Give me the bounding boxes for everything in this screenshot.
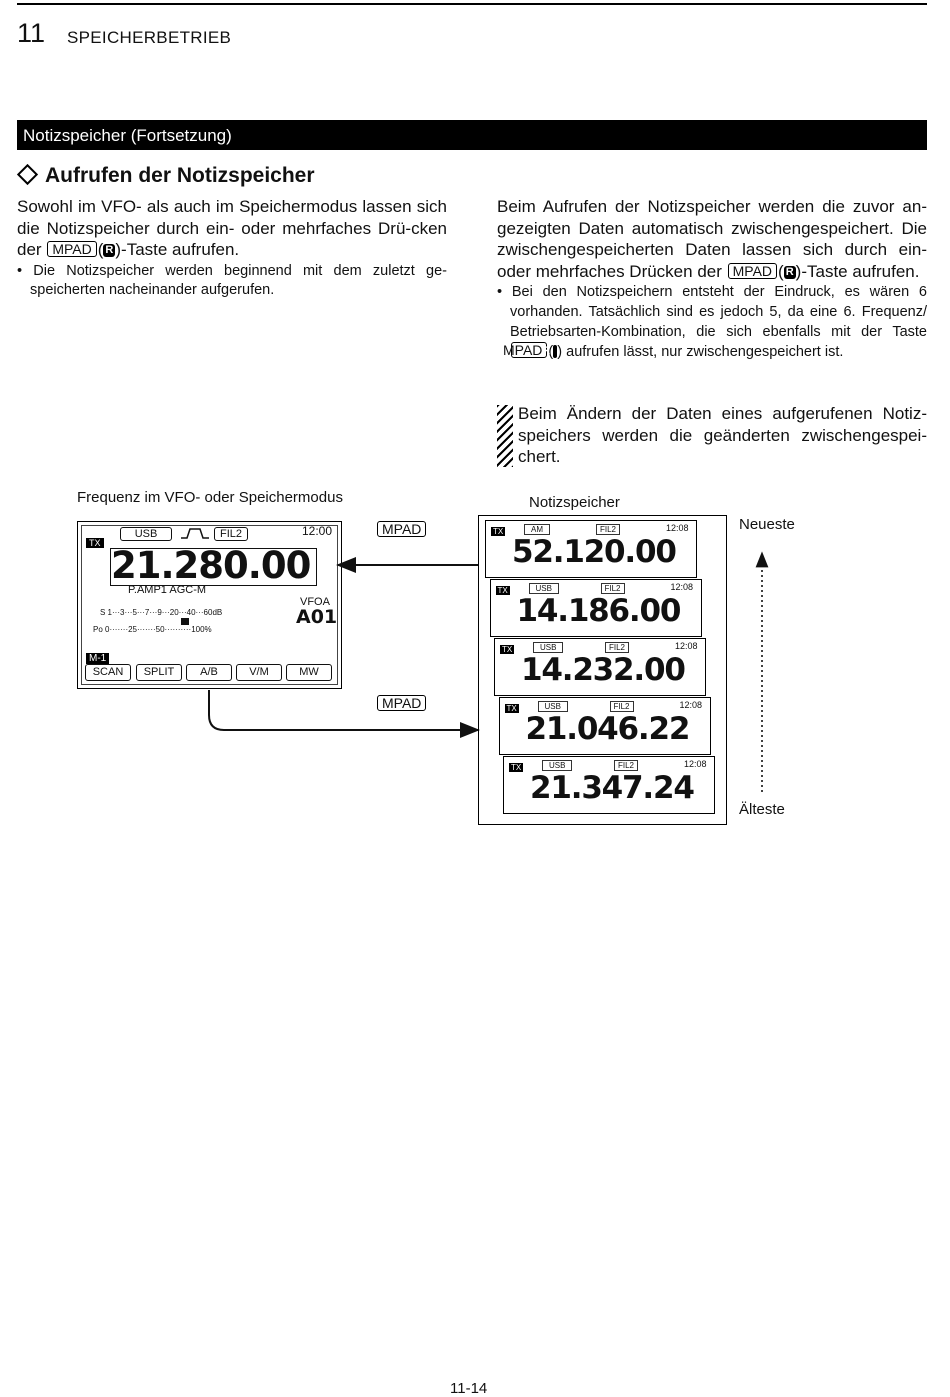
main-frequency: 21.280.00	[111, 544, 311, 587]
note-text: Beim Ändern der Daten eines aufgerufenen Notiz-speichers werden die geänderten zwischengespei-chert.	[518, 404, 927, 467]
memo-mode: USB	[542, 760, 572, 771]
section-title: Notizspeicher (Fortsetzung)	[23, 126, 232, 145]
oldest-label: Älteste	[739, 801, 785, 818]
right-bullet-text: • Bei den Notizspeichern entsteht der Eindruck, es wären 6 vorhanden. Tatsächlich sind es jedoch 5, da eine 6. Frequenz/ Betriebsarten-Kombination, die sich ebenfalls mit der Taste	[497, 284, 927, 340]
memo-mode: USB	[529, 583, 559, 594]
memo-time: 12:08	[684, 759, 707, 769]
chapter-number: 11	[17, 18, 46, 48]
r-key-badge: R	[785, 265, 794, 278]
filter-box: FIL2	[214, 527, 248, 541]
newest-label: Neueste	[739, 516, 795, 533]
clock: 12:00	[302, 524, 333, 538]
store-arrow	[209, 690, 478, 730]
mpad-key: MPAD	[728, 263, 777, 279]
memo-filter: FIL2	[605, 642, 629, 653]
memory-indicator: M-1	[86, 653, 109, 664]
right-paragraph: Beim Aufrufen der Notizspeicher werden die zuvor an-gezeigten Daten automatisch zwischengespeichert. Die zwischengespeicherten Daten lassen sich durch ein- oder mehrfaches Drücken der MPAD ( R )-Taste aufrufen.	[497, 197, 927, 281]
left-para-text-b: -Taste aufrufen.	[121, 240, 240, 260]
tx-indicator: TX	[506, 704, 517, 713]
memo-time: 12:08	[670, 582, 694, 592]
left-bullet: • Die Notizspeicher werden beginnend mit dem zuletzt ge-speicherten nacheinander aufgerufen.	[17, 262, 447, 299]
left-para-text: Sowohl im VFO- als auch im Speichermodus lassen sich die Notizspeicher durch ein- oder mehrfaches Drü-cken der	[17, 197, 447, 260]
tx-indicator: TX	[493, 527, 504, 536]
s-meter-scale: S 1···3···5···7···9···20···40···60dB	[100, 608, 223, 617]
mode-box: USB	[120, 527, 172, 541]
mpad-key-bottom: MPAD	[377, 695, 426, 711]
memo-entry	[494, 638, 706, 696]
mpad-key: MPAD	[511, 342, 547, 358]
memo-entry	[485, 520, 697, 578]
right-bullet: • Bei den Notizspeichern entsteht der Eindruck, es wären 6 vorhanden. Tatsächlich sind es jedoch 5, da eine 6. Frequenz/ Betriebsarten-Kombination, die sich ebenfalls mit der Taste MPAD (R ) aufrufen lässt, nur zwischengespeichert ist.	[497, 284, 927, 361]
memo-entry	[503, 756, 715, 814]
left-paragraph: Sowohl im VFO- als auch im Speichermodus lassen sich die Notizspeicher durch ein- oder mehrfaches Drü-cken der MPAD ( R )-Taste aufrufen.	[17, 197, 447, 260]
softkey-vm: V/M	[236, 664, 282, 681]
tx-indicator: TX	[86, 538, 104, 548]
softkey-scan: SCAN	[85, 664, 131, 681]
r-key-badge: R	[105, 244, 114, 257]
po-meter-scale: Po 0·······25·······50··········100%	[93, 625, 212, 634]
memo-filter: FIL2	[610, 701, 634, 712]
memo-frequency: 14.232.00	[521, 652, 685, 688]
memo-time: 12:08	[679, 700, 703, 710]
memo-time: 12:08	[666, 523, 689, 533]
memo-frequency: 52.120.00	[512, 534, 676, 570]
right-para-text-b: -Taste aufrufen.	[801, 261, 920, 281]
right-para-text: Beim Aufrufen der Notizspeicher werden die zuvor an-gezeigten Daten automatisch zwischengespeichert. Die zwischengespeicherten Daten lassen sich durch ein- oder mehrfaches Drücken der	[497, 197, 927, 281]
mpad-key-top: MPAD	[377, 521, 426, 537]
page-number: 11-14	[450, 1380, 488, 1397]
softkey-mw: MW	[286, 664, 332, 681]
softkey-ab: A/B	[186, 664, 232, 681]
softkey-split: SPLIT	[136, 664, 182, 681]
tx-indicator: TX	[511, 763, 522, 772]
right-caption: Notizspeicher	[529, 494, 620, 511]
status-line: P.AMP1 AGC-M	[128, 584, 207, 596]
r-key-badge: R	[553, 345, 557, 358]
chapter-title: SPEICHERBETRIEB	[67, 28, 232, 47]
channel-label: A01	[296, 606, 338, 628]
memo-frequency: 14.186.00	[516, 593, 681, 629]
memo-frequency: 21.046.22	[525, 711, 690, 747]
memo-filter: FIL2	[614, 760, 638, 771]
left-caption: Frequenz im VFO- oder Speichermodus	[77, 489, 343, 506]
memo-filter: FIL2	[596, 524, 620, 535]
memo-mode: USB	[538, 701, 568, 712]
memo-mode: USB	[533, 642, 563, 653]
mpad-key: MPAD	[47, 241, 96, 257]
subheading-text: Aufrufen der Notizspeicher	[45, 164, 315, 187]
tx-indicator: TX	[502, 645, 513, 654]
memo-time: 12:08	[675, 641, 698, 651]
right-bullet-text-b: aufrufen lässt, nur zwischengespeichert ist.	[566, 344, 844, 361]
memo-entry	[490, 579, 702, 637]
memo-entry	[499, 697, 711, 755]
tx-indicator: TX	[497, 586, 508, 595]
memo-mode: AM	[524, 524, 550, 535]
vfo-label: VFOA	[300, 596, 330, 608]
memo-filter: FIL2	[601, 583, 625, 594]
memo-frequency: 21.347.24	[530, 770, 694, 806]
